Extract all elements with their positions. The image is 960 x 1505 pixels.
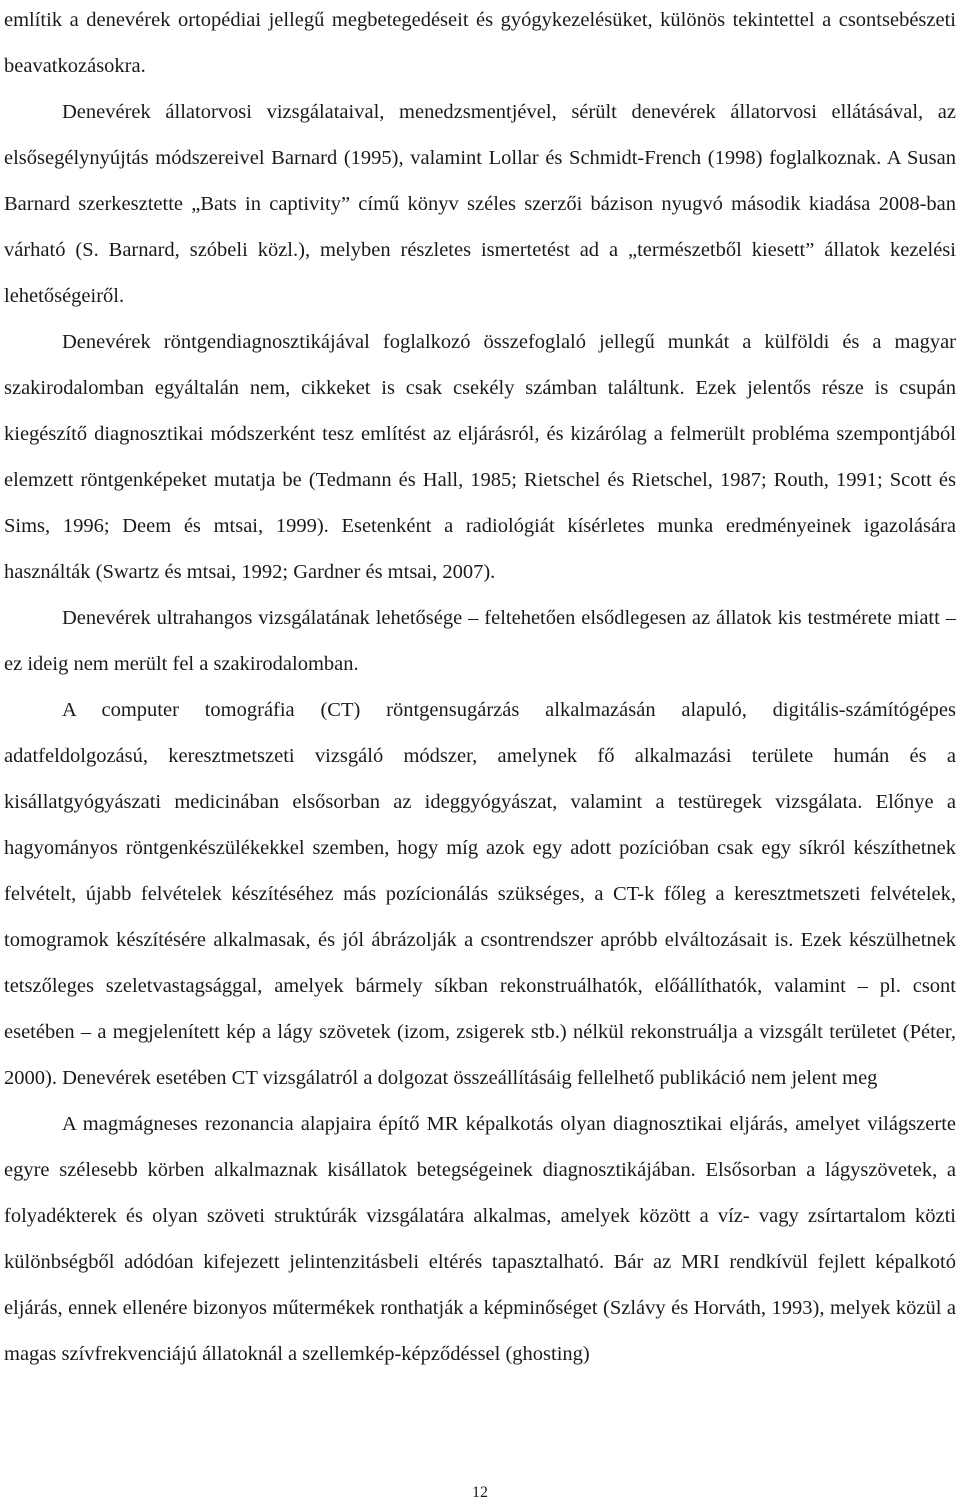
- body-text: [4, 0, 956, 1377]
- paragraph-ultrasound: Denevérek ultrahangos vizsgálatának lehetősége – feltehetően elsődlegesen az állatok kis testmérete miatt – ez ideig nem merült fel a szakirodalomban.: [4, 607, 956, 675]
- paragraph-continuation: említik a denevérek ortopédiai jellegű megbetegedéseit és gyógykezelésüket, különös tekintettel a csontsebészeti beavatkozásokra.: [4, 9, 956, 77]
- paragraph-radiology: Denevérek röntgendiagnosztikájával foglalkozó összefoglaló jellegű munkát a külföldi és a magyar szakirodalomban egyáltalán nem, cikkeket is csak csekély számban találtunk. Ezek jelentős része is csupán kiegészítő diagnosztikai módszerként tesz említést az eljárásról, és kizárólag a felmerült probléma szempontjából elemzett röntgenképeket mutatja be (Tedmann és Hall, 1985; Rietschel és Rietschel, 1987; Routh, 1991; Scott és Sims, 1996; Deem és mtsai, 1999). Esetenként a radiológiát kísérletes munka eredményeinek igazolására használták (Swartz és mtsai, 1992; Gardner és mtsai, 2007).: [4, 331, 956, 583]
- paragraph-bat-veterinary-care: Denevérek állatorvosi vizsgálataival, menedzsmentjével, sérült denevérek állatorvosi ellátásával, az elsősegélynyújtás módszereivel Barnard (1995), valamint Lollar és Schmidt-French (1998) foglalkoznak. A Susan Barnard szerkesztette „Bats in captivity” című könyv széles szerzői bázison nyugvó második kiadása 2008-ban várható (S. Barnard, szóbeli közl.), melyben részletes ismertetést ad a „természetből kiesett” állatok kezelési lehetőségeiről.: [4, 101, 956, 307]
- page-number: 12: [472, 1484, 488, 1501]
- paragraph-computer-tomography: A computer tomográfia (CT) röntgensugárzás alkalmazásán alapuló, digitális-számítógépes adatfeldolgozású, keresztmetszeti vizsgáló módszer, amelynek fő alkalmazási területe humán és a kisállatgyógyászati medicinában elsősorban az ideggyógyászat, valamint a testüregek vizsgálata. Előnye a hagyományos röntgenkészülékekkel szemben, hogy míg azok egy adott pozícióban csak egy síkról készíthetnek felvételt, újabb felvételek készítéséhez más pozícionálás szükséges, a CT-k főleg a keresztmetszeti felvételek, tomogramok készítésére alkalmasak, és jól ábrázolják a csontrendszer apróbb elváltozásait is. Ezek készülhetnek tetszőleges szeletvastagsággal, amelyek bármely síkban rekonstruálhatók, előállíthatók, valamint – pl. csont esetében – a megjelenített kép a lágy szövetek (izom, zsigerek stb.) nélkül rekonstruálja a vizsgált területet (Péter, 2000). Denevérek esetében CT vizsgálatról a dolgozat összeállításáig fellelhető publikáció nem jelent meg: [4, 699, 956, 1089]
- paragraph-mri: A magmágneses rezonancia alapjaira építő MR képalkotás olyan diagnosztikai eljárás, amelyet világszerte egyre szélesebb körben alkalmaznak kisállatok betegségeinek diagnosztikájában. Elsősorban a lágyszövetek, a folyadékterek és olyan szöveti struktúrák vizsgálatára alkalmas, amelyek között a víz- vagy zsírtartalom közti különbségből adódóan kifejezett jelintenzitásbeli eltérés tapasztalható. Bár az MRI rendkívül fejlett képalkotó eljárás, ennek ellenére bizonyos műtermékek ronthatják a képminőséget (Szlávy és Horváth, 1993), melyek közül a magas szívfrekvenciájú állatoknál a szellemkép-képződéssel (ghosting): [4, 1113, 956, 1365]
